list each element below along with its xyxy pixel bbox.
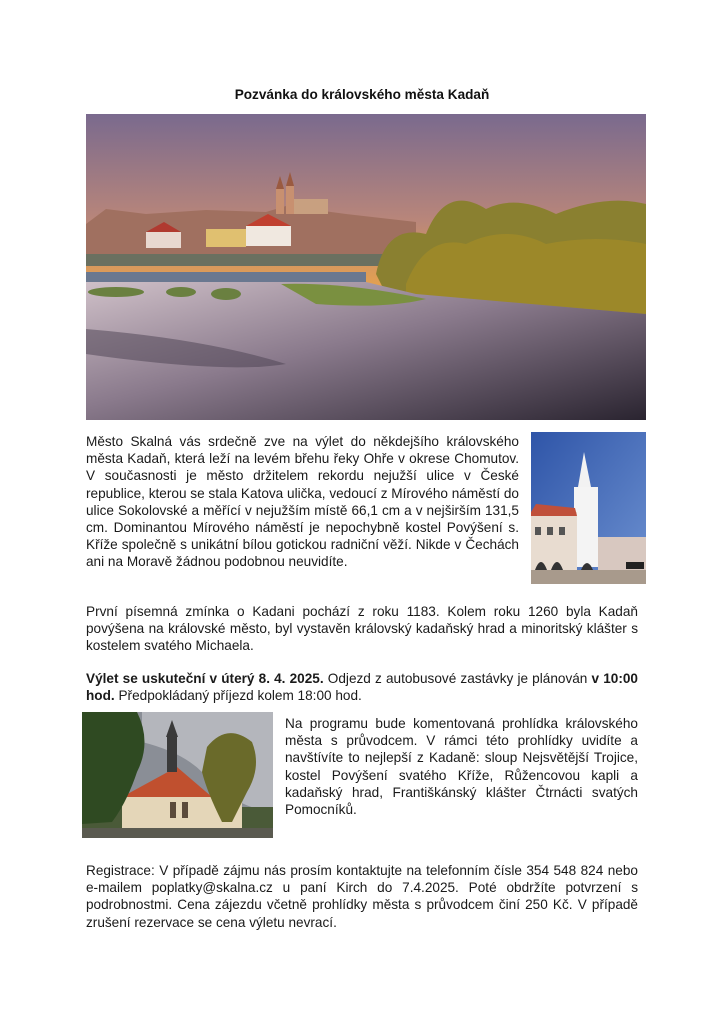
town-hall-image [531,432,646,584]
monastery-image [82,712,273,838]
registration-paragraph: Registrace: V případě zájmu nás prosím kontaktujte na telefonním čísle 354 548 824 nebo e-mailem poplatky@skalna.cz u paní Kirch do 7.4.2025. Poté obdržíte potvrzení s podrobnostmi. Cena zájezdu včetně prohlídky města s průvodcem činí 250 Kč. V případě zrušení rezervace se cena výletu nevrací. [86,863,638,930]
trip-date: Výlet se uskuteční v úterý 8. 4. 2025. [86,671,324,686]
trip-departure-time: v 10:00 hod. [86,671,638,704]
program-paragraph: Na programu bude komentovaná prohlídka královského města s průvodcem. V rámci této prohlídky uvidíte a navštívíte to nejlepší z Kadaně: sloup Nejsvětější Trojice, kostel Povýšení svatého Kříže, Růžencovou kapli a kadaňský hrad, Františkánský klášter Čtrnácti svatých Pomocníků. [285,716,638,818]
intro-paragraph: Město Skalná vás srdečně zve na výlet do někdejšího královského města Kadaň, která leží na levém břehu řeky Ohře v okrese Chomutov. V současnosti je město držitelem rekordu nejužší ulice v České republice, kterou se stala Katova ulička, vedoucí z Mírového náměstí do ulice Sokolovské a měřící v nejužším místě 66,1 cm a v nejširším 131,5 cm. Dominantou Mírového náměstí je nepochybně kostel Povýšení s. Kříže společně s unikátní bílou gotickou radniční věží. Nikde v Čechách ani na Moravě žádnou podobnou neuvidíte. [86,434,519,570]
trip-arrival-text: Předpokládaný příjezd kolem 18:00 hod. [114,688,362,704]
page-title: Pozvánka do královského města Kadaň [234,87,490,102]
hero-image [86,114,646,420]
trip-paragraph [86,670,638,704]
history-paragraph: První písemná zmínka o Kadani pochází z roku 1183. Kolem roku 1260 byla Kadaň povýšena na královské město, byl vystavěn královský kadaňský hrad a minoritský klášter s kostelem svatého Michaela. [86,604,638,654]
trip-departure-text: Odjezd z autobusové zastávky je plánován [323,671,592,686]
